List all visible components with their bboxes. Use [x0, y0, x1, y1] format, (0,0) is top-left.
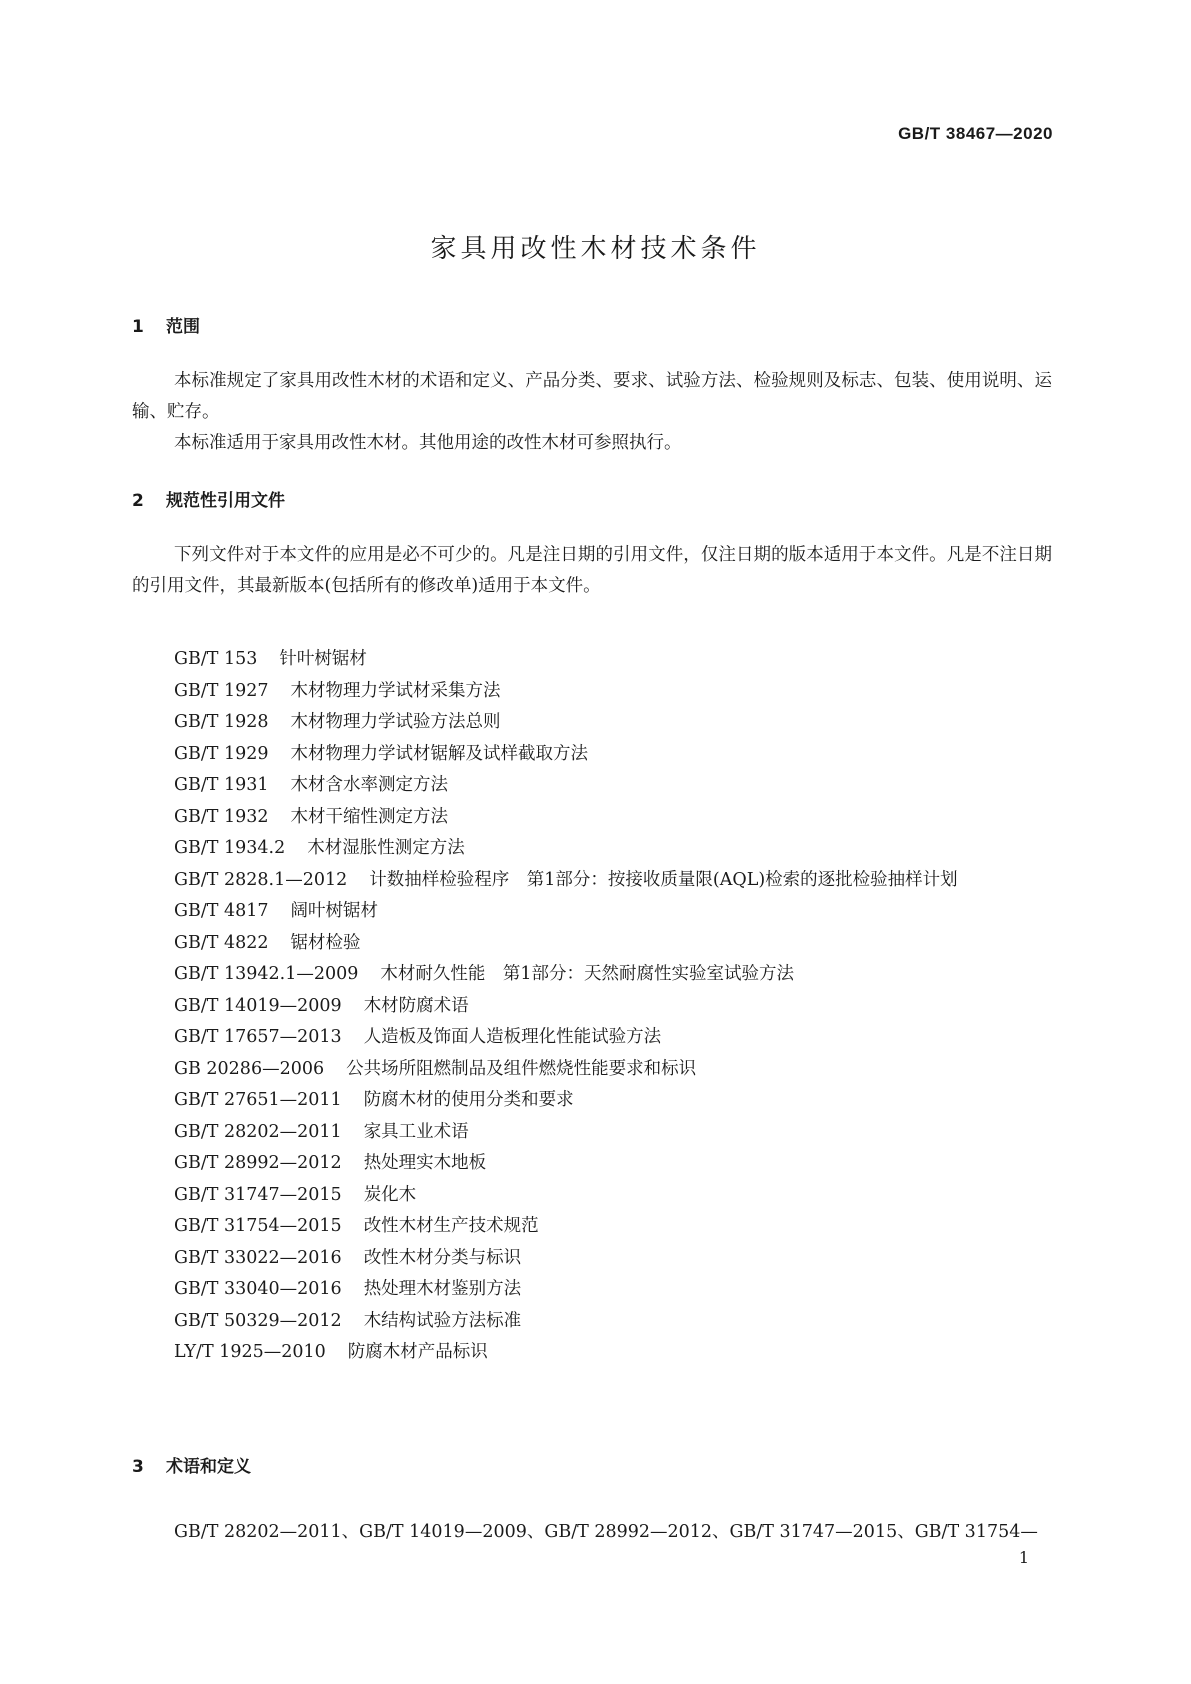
reference-code: LY/T 1925—2010 [174, 1342, 326, 1362]
reference-item [132, 991, 1052, 1023]
reference-name: 木材干缩性测定方法 [290, 806, 449, 827]
terms-intro-line: GB/T 28202—2011、GB/T 14019—2009、GB/T 28992—2012、GB/T 31747—2015、GB/T 31754— [174, 1522, 1038, 1542]
section-number: 3 [132, 1457, 144, 1477]
reference-code: GB/T 14019—2009 [174, 995, 342, 1016]
section-title: 规范性引用文件 [166, 491, 285, 511]
reference-name: 锯材检验 [290, 932, 361, 953]
reference-item [132, 1054, 1052, 1086]
scope-paragraph-1: 本标准规定了家具用改性木材的术语和定义、产品分类、要求、试验方法、检验规则及标志、包装、使用说明、运输、贮存。 [132, 371, 1052, 422]
section-heading-terms [132, 1452, 251, 1477]
reference-item [132, 770, 1052, 802]
reference-code: GB/T 28992—2012 [174, 1153, 342, 1173]
reference-item [132, 676, 1052, 708]
reference-code: GB/T 1931 [174, 775, 269, 795]
reference-name: 公共场所阻燃制品及组件燃烧性能要求和标识 [346, 1058, 697, 1079]
reference-item [132, 1306, 1052, 1338]
reference-name: 木材防腐术语 [363, 995, 469, 1016]
page-number: 1 [1018, 1548, 1029, 1567]
reference-item [132, 1180, 1052, 1212]
reference-name: 木材耐久性能 第1部分：天然耐腐性实验室试验方法 [380, 964, 795, 984]
section-title: 术语和定义 [166, 1457, 251, 1477]
reference-name: 热处理实木地板 [363, 1153, 487, 1173]
reference-name: 炭化木 [363, 1184, 417, 1205]
reference-name: 木材物理力学试材锯解及试样截取方法 [290, 743, 589, 764]
reference-item [132, 865, 1052, 897]
reference-item [132, 1148, 1052, 1180]
document-title: 家具用改性木材技术条件 [430, 234, 761, 264]
reference-code: GB/T 17657—2013 [174, 1027, 342, 1047]
section-heading-normative [132, 486, 285, 511]
reference-code: GB/T 50329—2012 [174, 1310, 342, 1331]
reference-item [132, 1243, 1052, 1275]
reference-item [132, 707, 1052, 739]
reference-item [132, 802, 1052, 834]
reference-code: GB/T 1927 [174, 680, 269, 701]
reference-item [132, 1337, 1052, 1369]
section-heading-scope [132, 312, 200, 337]
reference-name: 防腐木材产品标识 [347, 1342, 488, 1362]
standard-code: GB/T 38467—2020 [898, 124, 1053, 143]
reference-code: GB/T 4822 [174, 932, 269, 953]
reference-code: GB/T 1928 [174, 712, 269, 732]
reference-item [132, 1274, 1052, 1306]
reference-code: GB/T 4817 [174, 901, 269, 921]
reference-code: GB/T 27651—2011 [174, 1090, 342, 1110]
reference-item [132, 739, 1052, 771]
reference-code: GB/T 1932 [174, 806, 269, 827]
reference-code: GB/T 31747—2015 [174, 1184, 342, 1205]
section-number: 2 [132, 491, 144, 511]
reference-code: GB/T 31754—2015 [174, 1216, 342, 1236]
reference-item [132, 1117, 1052, 1149]
section-title: 范围 [166, 317, 200, 337]
reference-name: 人造板及饰面人造板理化性能试验方法 [363, 1027, 662, 1047]
reference-name: 改性木材生产技术规范 [363, 1216, 539, 1236]
reference-name: 阔叶树锯材 [290, 901, 379, 921]
reference-code: GB/T 1934.2 [174, 838, 286, 858]
reference-code: GB/T 13942.1—2009 [174, 964, 359, 984]
reference-name: 木材含水率测定方法 [290, 775, 449, 795]
reference-name: 防腐木材的使用分类和要求 [363, 1090, 574, 1110]
reference-item [132, 1211, 1052, 1243]
reference-name: 木材湿胀性测定方法 [307, 838, 465, 858]
reference-code: GB/T 33040—2016 [174, 1279, 342, 1299]
reference-name: 家具工业术语 [363, 1121, 469, 1142]
reference-code: GB/T 33022—2016 [174, 1247, 342, 1268]
reference-name: 针叶树锯材 [279, 649, 367, 669]
normative-intro: 下列文件对于本文件的应用是必不可少的。凡是注日期的引用文件，仅注日期的版本适用于本文件。凡是不注日期的引用文件，其最新版本(包括所有的修改单)适用于本文件。 [132, 545, 1052, 596]
reference-item [132, 1022, 1052, 1054]
reference-code: GB 20286—2006 [174, 1058, 325, 1079]
reference-name: 木材物理力学试材采集方法 [290, 680, 501, 701]
reference-list [132, 644, 1052, 1369]
section-number: 1 [132, 317, 144, 337]
reference-name: 热处理木材鉴别方法 [363, 1279, 522, 1299]
reference-code: GB/T 28202—2011 [174, 1121, 342, 1142]
reference-item [132, 1085, 1052, 1117]
reference-name: 木结构试验方法标准 [363, 1310, 522, 1331]
reference-item [132, 644, 1052, 676]
reference-code: GB/T 153 [174, 649, 258, 669]
reference-code: GB/T 1929 [174, 743, 269, 764]
reference-name: 改性木材分类与标识 [363, 1247, 522, 1268]
reference-name: 木材物理力学试验方法总则 [290, 712, 501, 732]
reference-name: 计数抽样检验程序 第1部分：按接收质量限(AQL)检索的逐批检验抽样计划 [369, 869, 958, 890]
reference-item [132, 896, 1052, 928]
scope-paragraph-2: 本标准适用于家具用改性木材。其他用途的改性木材可参照执行。 [174, 433, 682, 453]
reference-code: GB/T 2828.1—2012 [174, 869, 348, 890]
reference-item [132, 959, 1052, 991]
reference-item [132, 833, 1052, 865]
reference-item [132, 928, 1052, 960]
